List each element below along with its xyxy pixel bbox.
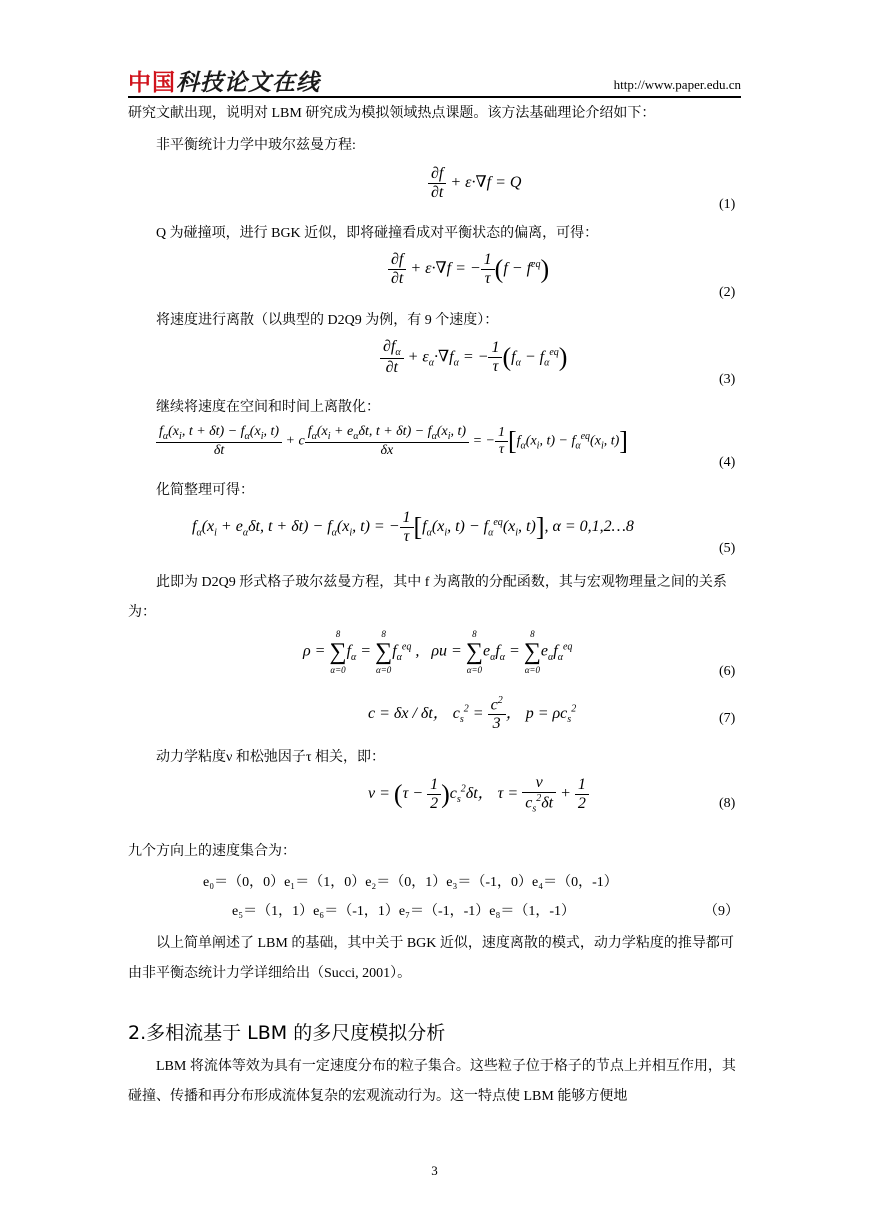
equation-number: (1)	[719, 197, 736, 212]
equation-number: （9）	[704, 904, 739, 919]
equation-6: ρ = 8 ∑ α=0 $f_\alpha$ = 8 ∑ α=0 $f_\alpha^{eq}$ , ρu = 8 ∑ α=0 $e_\alpha f_\alpha$ = 8 ∑ α=0 $e_\alpha f_\alpha^{eq}$	[303, 629, 573, 675]
paragraph: 以上简单阐述了 LBM 的基础，其中关于 BGK 近似，速度离散的模式，动力学粘度的推导都可由非平衡态统计力学详细给出（Succi, 2001）。	[128, 936, 734, 981]
equation-1: $\frac{\partial f}{\partial t}$ + ε·∇f = Q	[428, 165, 521, 202]
equation-number: (5)	[719, 541, 736, 556]
header-rule	[128, 96, 741, 98]
section-title: 2.多相流基于 LBM 的多尺度模拟分析	[128, 1022, 446, 1044]
paragraph: 继续将速度在空间和时间上离散化：	[156, 400, 380, 415]
paragraph: 化简整理可得：	[156, 483, 254, 498]
page-number: 3	[431, 1163, 438, 1178]
paragraph: 九个方向上的速度集合为：	[128, 844, 296, 859]
paragraph: 动力学粘度ν 和松弛因子τ 相关，即：	[156, 750, 385, 765]
equation-number: (7)	[719, 711, 736, 726]
equation-7: c = δx / δt， $c_s^2$ = $\frac{c^2}{3}$ ， $p = \rho c_s^2$	[368, 695, 577, 733]
equation-number: (3)	[719, 372, 736, 387]
equation-number: (4)	[719, 455, 736, 470]
paragraph: 此即为 D2Q9 形式格子玻尔兹曼方程，其中 f 为离散的分配函数，其与宏观物理量之间的关系为：	[128, 575, 727, 620]
paragraph: Q 为碰撞项，进行 BGK 近似，即将碰撞看成对平衡状态的偏离，可得：	[156, 226, 599, 241]
equation-4: $\frac{f_\alpha(x_i, t + \delta t) - f_\alpha(x_i, t)}{\delta t}$ + c $\frac{f_\alpha(x_i + e_\alpha\delta t, t + \delta t) - f_\alpha(x_i, t)}{\delta x}$ = − $\frac{1}{\tau}$ [$f_\alpha(x_i$, $t) - f_\alpha^{eq}(x_i$, t)]	[156, 424, 628, 459]
paragraph: 研究文献出现，说明对 LBM 研究成为模拟领域热点课题。该方法基础理论介绍如下：	[128, 106, 656, 121]
equation-number: (6)	[719, 664, 736, 679]
journal-logo: 中国科技论文在线	[128, 70, 320, 96]
equation-2: $\frac{\partial f}{\partial t}$ + ε·∇f = − $\frac{1}{\tau}$ $(f - f^{eq})$	[388, 251, 549, 288]
paragraph: LBM 将流体等效为具有一定速度分布的粒子集合。这些粒子位于格子的节点上并相互作用，其碰撞、传播和再分布形成流体复杂的宏观流动行为。这一特点使 LBM 能够方便地	[128, 1059, 736, 1104]
paragraph: 将速度进行离散（以典型的 D2Q9 为例，有 9 个速度）：	[156, 313, 499, 328]
equation-8: ν = (τ − $\frac{1}{2}$ )$c_s^2\delta t$， τ = $\frac{\nu}{c_s^2\delta t}$ + $\frac{1}{2}$	[368, 774, 589, 815]
equation-number: (8)	[719, 796, 736, 811]
equation-3: $\frac{\partial f_\alpha}{\partial t}$ + $\varepsilon_\alpha\cdot\nabla f_\alpha$ = − $\frac{1}{\tau}$ $(f_\alpha - f_\alpha^{eq})$	[380, 338, 567, 377]
equation-5: $f_\alpha(x_i + e_\alpha\delta t$, $t + \delta t) - f_\alpha(x_i$, t) = − $\frac{1}{\tau}$ [$f_\alpha(x_i$, $t) - f_\alpha^{eq}(x_i$, t)], α = 0,1,2…8	[192, 509, 634, 545]
velocity-set-line-2: e₅＝（1，1）e₆＝（-1，1）e₇＝（-1，-1）e₈＝（1，-1）	[232, 904, 576, 919]
paragraph: 非平衡统计力学中玻尔兹曼方程:	[156, 138, 356, 153]
equation-number: (2)	[719, 285, 736, 300]
velocity-set-line-1: e₀＝（0，0）e₁＝（1，0）e₂＝（0，1）e₃＝（-1，0）e₄＝（0，-1）	[203, 875, 618, 890]
header-url[interactable]: http://www.paper.edu.cn	[613, 77, 741, 92]
